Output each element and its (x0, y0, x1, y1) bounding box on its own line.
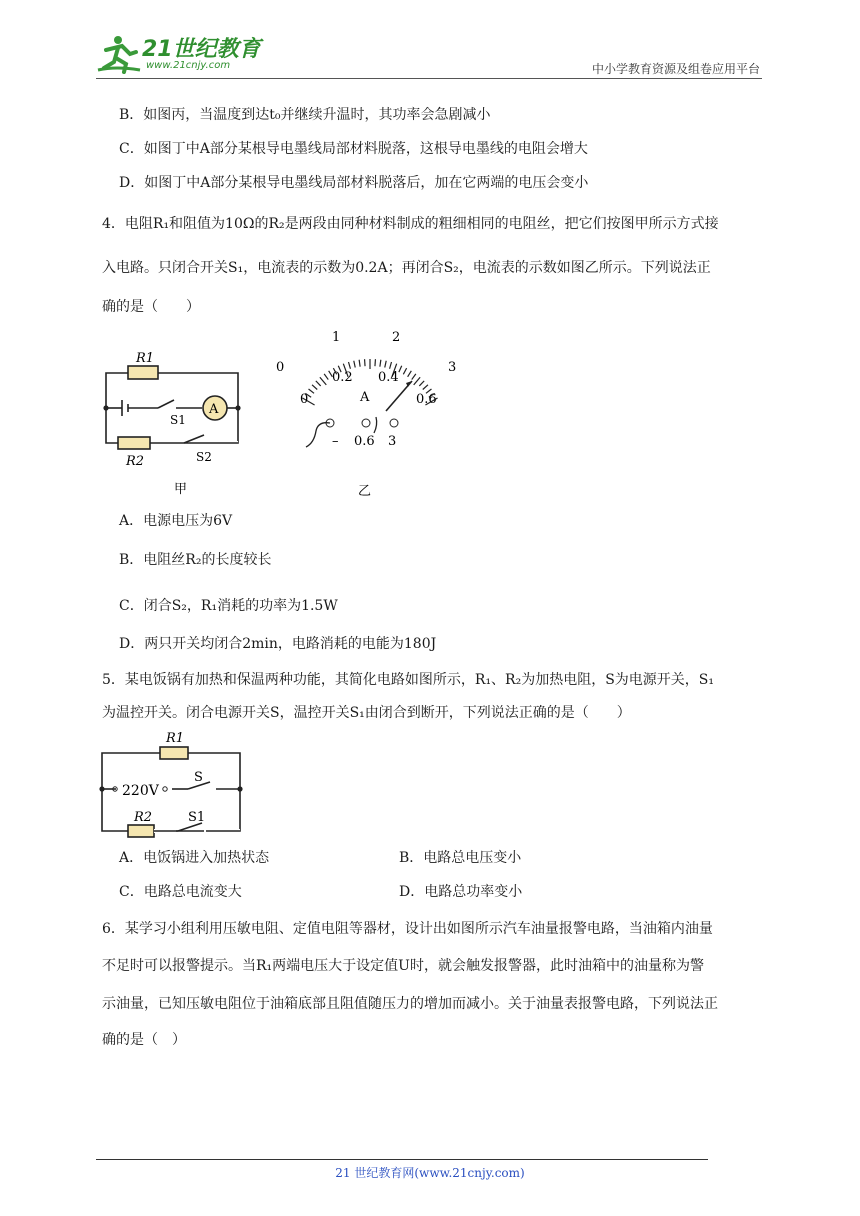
label-s2: S2 (196, 450, 212, 464)
q5-option-d: D．电路总功率变小 (399, 884, 523, 900)
header-platform-text: 中小学教育资源及组卷应用平台 (591, 62, 760, 76)
footer-rule (96, 1159, 708, 1160)
wire-right (374, 417, 377, 433)
q4-option-a: A．电源电压为6V (119, 513, 233, 529)
dial-tick (316, 381, 321, 386)
label-r1: R1 (136, 351, 155, 366)
terminal-06: 0.6 (354, 434, 375, 449)
q3-option-b: B．如图丙，当温度到达t₀并继续升温时，其功率会急剧减小 (119, 107, 491, 123)
logo-url: www.21cnjy.com (146, 60, 231, 71)
q5-voltage-label: 220V (122, 783, 159, 799)
q5-circuit-figure (98, 725, 248, 840)
header-rule (96, 78, 762, 79)
wire-left (306, 423, 330, 447)
dial-tick (412, 374, 416, 380)
top-scale-3: 3 (448, 360, 457, 375)
q6-stem-line1: 6．某学习小组利用压敏电阻、定值电阻等器材，设计出如图所示汽车油量报警电路，当油箱内油量 (102, 921, 713, 937)
terminal-3: 3 (388, 434, 397, 449)
bottom-scale-0: 0 (300, 392, 309, 407)
dial-tick (408, 371, 412, 377)
dial-tick (414, 377, 420, 385)
top-scale-2: 2 (392, 330, 401, 345)
dial-tick (390, 362, 392, 369)
caption-yi: 乙 (358, 484, 372, 499)
q5-option-b: B．电路总电压变小 (399, 850, 522, 866)
dial-tick (359, 360, 360, 367)
top-scale-0: 0 (276, 360, 285, 375)
dial-tick (312, 385, 317, 390)
q4-option-d: D．两只开关均闭合2min，电路消耗的电能为180J (119, 636, 437, 652)
dial-tick (385, 361, 386, 368)
q3-option-c: C．如图丁中A部分某根导电墨线局部材料脱落，这根导电墨线的电阻会增大 (119, 141, 588, 157)
top-scale-1: 1 (332, 330, 341, 345)
dial-tick (349, 362, 351, 369)
dial-tick (399, 366, 402, 372)
q4-stem-line3: 确的是（ ） (102, 299, 200, 315)
q4-figure-yi (268, 325, 478, 500)
dial-tick (423, 385, 428, 390)
header-logo (96, 30, 266, 76)
q5-stem-line1: 5．某电饭锅有加热和保温两种功能，其简化电路如图所示，R₁、R₂为加热电阻，S为电源开关，S₁ (102, 672, 715, 688)
q5-option-a: A．电饭锅进入加热状态 (119, 850, 270, 866)
q4-option-c: C．闭合S₂，R₁消耗的功率为1.5W (119, 598, 338, 614)
dial-tick (354, 361, 355, 368)
q5-option-c: C．电路总电流变大 (119, 884, 242, 900)
q6-stem-line4: 确的是（ ） (102, 1032, 186, 1048)
q4-figure-jia (98, 345, 248, 495)
q5-label-r2: R2 (134, 810, 153, 825)
dial-tick (324, 374, 328, 380)
label-s1: S1 (170, 413, 186, 427)
q4-stem-line1: 4．电阻R₁和阻值为10Ω的R₂是两段由同种材料制成的粗细相同的电阻丝，把它们按图甲所示方式接 (102, 216, 719, 232)
q4-stem-line2: 入电路。只闭合开关S₁，电流表的示数为0.2A；再闭合S₂，电流表的示数如图乙所示。下列说法正 (102, 260, 711, 276)
q6-stem-line2: 不足时可以报警提示。当R₁两端电压大于设定值U时，就会触发报警器，此时油箱中的油量称为警 (102, 958, 704, 974)
terminal-minus: – (332, 434, 339, 449)
bottom-scale-06: 0.6 (416, 392, 437, 407)
dial-tick (403, 368, 406, 374)
ammeter-label: A (209, 402, 219, 417)
q5-label-s1: S1 (188, 810, 206, 825)
dial-tick (380, 360, 381, 367)
q6-stem-line3: 示油量，已知压敏电阻位于油箱底部且阻值随压力的增加而减小。关于油量表报警电路，下列说法正 (102, 996, 718, 1012)
q4-option-b: B．电阻丝R₂的长度较长 (119, 552, 272, 568)
q5-label-r1: R1 (166, 731, 185, 746)
logo-text: 21世纪教育 (142, 37, 261, 62)
dial-tick (320, 377, 326, 385)
dial-tick (419, 381, 424, 386)
dial-unit: A (360, 390, 370, 405)
dial-tick (309, 389, 315, 393)
q5-label-s: S (194, 770, 203, 785)
caption-jia: 甲 (174, 482, 188, 495)
bottom-scale-04: 0.4 (378, 370, 399, 385)
footer-link[interactable]: 21 世纪教育网(www.21cnjy.com) (335, 1166, 525, 1180)
q5-stem-line2: 为温控开关。闭合电源开关S，温控开关S₁由闭合到断开，下列说法正确的是（ ） (102, 705, 631, 721)
label-r2: R2 (126, 454, 145, 469)
q3-option-d: D．如图丁中A部分某根导电墨线局部材料脱落后，加在它两端的电压会变小 (119, 175, 589, 191)
bottom-scale-02: 0.2 (332, 370, 353, 385)
